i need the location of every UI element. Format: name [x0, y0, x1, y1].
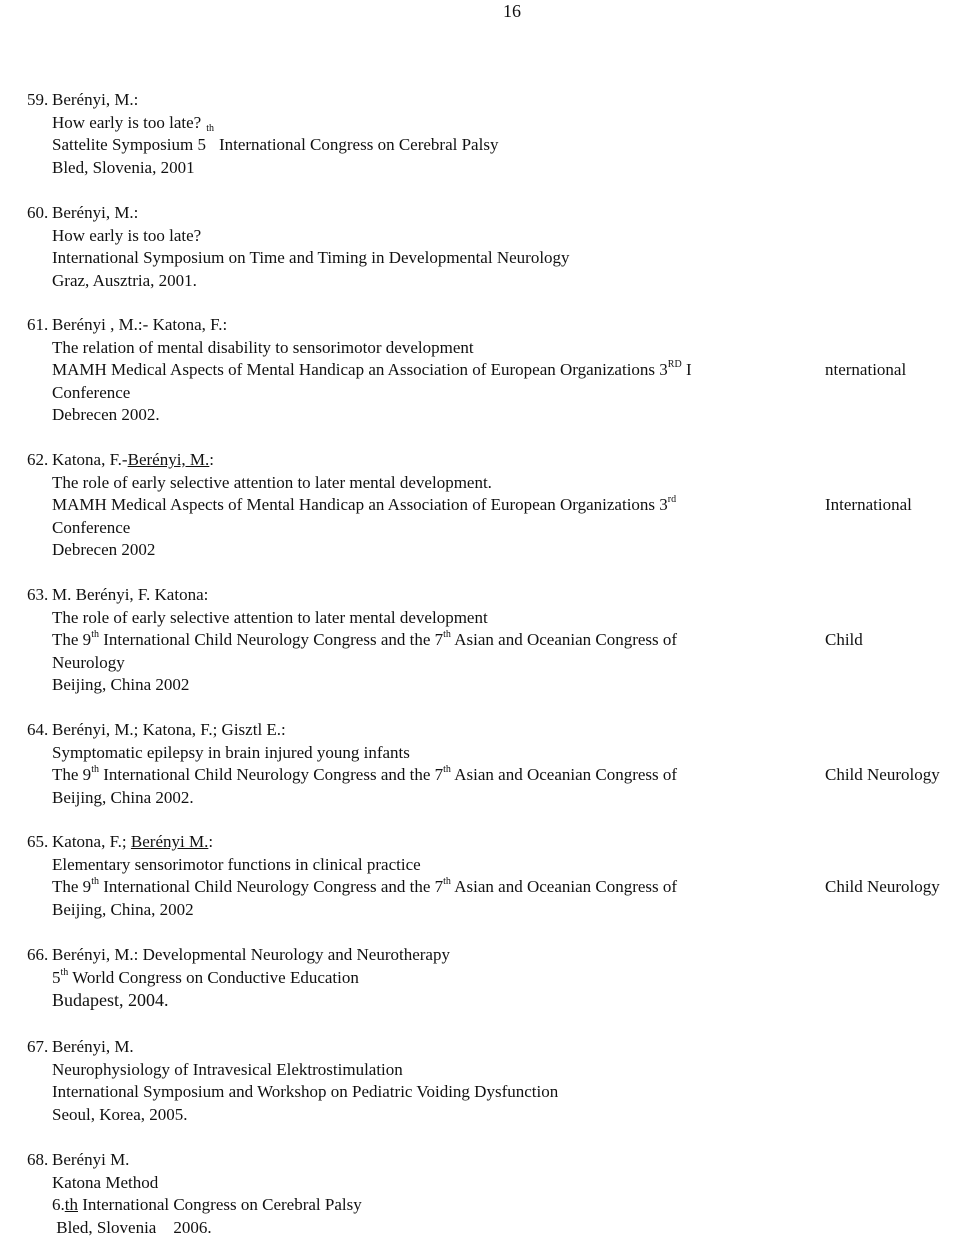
entry-location: Beijing, China 2002	[52, 674, 952, 697]
th-underlined: th	[65, 1195, 78, 1214]
entry-location: Bled, Slovenia 2006.	[52, 1217, 952, 1239]
entry-title: How early is too late?	[52, 113, 201, 132]
entry-location: Debrecen 2002.	[52, 404, 952, 427]
entry-body	[52, 1149, 952, 1239]
entry-title-line	[52, 112, 952, 135]
entry-author-b: Berényi M.	[131, 832, 208, 851]
entry-number: 68.	[27, 1149, 48, 1172]
entry-event: International Symposium and Workshop on Pediatric Voiding Dysfunction	[52, 1081, 952, 1104]
entry-event-c: Asian and Oceanian Congress of	[451, 877, 677, 896]
entry-title: Neurophysiology of Intravesical Elektrostimulation	[52, 1059, 952, 1082]
entry-event-b: World Congress on Conductive Education	[68, 968, 359, 987]
entry-title: Elementary sensorimotor functions in clinical practice	[52, 854, 952, 877]
entry-title: Katona Method	[52, 1172, 952, 1195]
entry-body	[52, 89, 952, 179]
th-superscript: th	[91, 629, 99, 640]
entry-event-line	[52, 764, 952, 787]
entry-event: International Symposium on Time and Timing in Developmental Neurology	[52, 247, 952, 270]
rd-superscript: RD	[668, 359, 682, 370]
th-superscript: th	[443, 629, 451, 640]
entry-event-right: International	[825, 494, 912, 517]
entry-body	[52, 1036, 952, 1126]
entry-body	[52, 831, 952, 921]
rd-superscript: rd	[668, 494, 676, 505]
entry-event-line	[52, 359, 952, 382]
entry-location: Debrecen 2002	[52, 539, 952, 562]
entry-author-a: Katona, F.;	[52, 832, 131, 851]
entry-number: 61.	[27, 314, 48, 337]
entry-location: Graz, Ausztria, 2001.	[52, 270, 952, 293]
entry-event-line	[52, 134, 952, 157]
entry-authors-line	[52, 831, 952, 854]
entry-number: 67.	[27, 1036, 48, 1059]
entry-title: Symptomatic epilepsy in brain injured young infants	[52, 742, 952, 765]
entry-body	[52, 944, 952, 1012]
entry-authors: Berényi, M.: Developmental Neurology and Neurotherapy	[52, 944, 952, 967]
th-superscript: th	[206, 123, 214, 134]
entry-number: 66.	[27, 944, 48, 967]
page-number: 16	[0, 0, 960, 23]
entry-event-a: The 9	[52, 877, 91, 896]
th-superscript: th	[91, 764, 99, 775]
entry-authors: Berényi, M.; Katona, F.; Gisztl E.:	[52, 719, 952, 742]
entry-event-b: International Child Neurology Congress and the 7	[99, 877, 443, 896]
th-superscript: th	[61, 967, 69, 978]
entry-event-b: International Child Neurology Congress and the 7	[99, 630, 443, 649]
entry-event-right: nternational	[825, 359, 906, 382]
th-superscript: th	[91, 876, 99, 887]
entry-title: The role of early selective attention to later mental development.	[52, 472, 952, 495]
entry-number: 63.	[27, 584, 48, 607]
entry-event-right: Child Neurology	[825, 876, 940, 899]
entry-number: 59.	[27, 89, 48, 112]
entry-location: Beijing, China, 2002	[52, 899, 952, 922]
entry-title: The role of early selective attention to later mental development	[52, 607, 952, 630]
entry-event-line	[52, 876, 952, 899]
entry-author-b: Berényi, M.	[128, 450, 210, 469]
entry-event-line	[52, 629, 952, 652]
entry-title: How early is too late?	[52, 225, 952, 248]
entry-authors-line	[52, 449, 952, 472]
entry-author-a: Katona, F.-	[52, 450, 128, 469]
entry-body	[52, 202, 952, 292]
entry-event-line	[52, 967, 952, 990]
entry-authors: Berényi , M.:- Katona, F.:	[52, 314, 952, 337]
entry-event: MAMH Medical Aspects of Mental Handicap an Association of European Organizations 3	[52, 360, 668, 379]
entry-event-line	[52, 494, 952, 517]
entry-location: Bled, Slovenia, 2001	[52, 157, 952, 180]
entry-event-right: Child Neurology	[825, 764, 940, 787]
entry-authors: Berényi, M.	[52, 1036, 952, 1059]
entry-event-a: The 9	[52, 765, 91, 784]
entry-event-cont: Conference	[52, 517, 952, 540]
entry-event-c: Asian and Oceanian Congress of	[451, 630, 677, 649]
entry-title: The relation of mental disability to sensorimotor development	[52, 337, 952, 360]
entry-body	[52, 314, 952, 427]
entry-number: 60.	[27, 202, 48, 225]
entry-event-cont: Neurology	[52, 652, 952, 675]
entry-event-a: The 9	[52, 630, 91, 649]
entry-event-a: 5	[52, 968, 61, 987]
entry-event-a: Sattelite Symposium 5	[52, 135, 206, 154]
entry-author-c: :	[209, 450, 214, 469]
entry-body	[52, 584, 952, 697]
entry-body	[52, 719, 952, 809]
entry-authors: Berényi, M.:	[52, 89, 952, 112]
entry-event-b: International Congress on Cerebral Palsy	[78, 1195, 362, 1214]
th-superscript: th	[443, 876, 451, 887]
entry-number: 64.	[27, 719, 48, 742]
entry-event-cont: Conference	[52, 382, 952, 405]
entry-event-a: 6.	[52, 1195, 65, 1214]
entry-authors: Berényi M.	[52, 1149, 952, 1172]
entry-number: 62.	[27, 449, 48, 472]
entry-author-c: :	[208, 832, 213, 851]
entry-event-b: International Child Neurology Congress and the 7	[99, 765, 443, 784]
entry-event-b: International Congress on Cerebral Palsy	[219, 135, 499, 154]
entry-location: Seoul, Korea, 2005.	[52, 1104, 952, 1127]
entry-authors: Berényi, M.:	[52, 202, 952, 225]
entry-event-tail: I	[682, 360, 692, 379]
entry-event-line	[52, 1194, 952, 1217]
entry-event: MAMH Medical Aspects of Mental Handicap an Association of European Organizations 3	[52, 495, 668, 514]
th-superscript: th	[443, 764, 451, 775]
entry-event-right: Child	[825, 629, 863, 652]
entry-authors: M. Berényi, F. Katona:	[52, 584, 952, 607]
entry-location: Budapest, 2004.	[52, 989, 952, 1012]
entry-location: Beijing, China 2002.	[52, 787, 952, 810]
entry-number: 65.	[27, 831, 48, 854]
entry-event-c: Asian and Oceanian Congress of	[451, 765, 677, 784]
entry-body	[52, 449, 952, 562]
